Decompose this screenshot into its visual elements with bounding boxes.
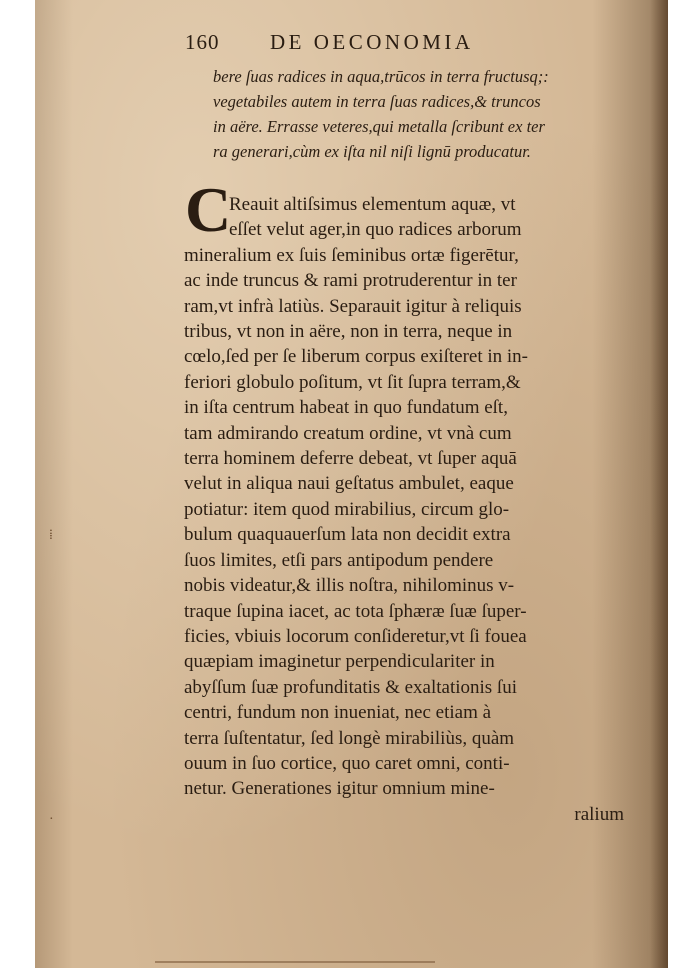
- body-line: traque ſupina iacet, ac tota ſphæræ ſuæ ſuper-: [184, 600, 527, 622]
- catchword: ralium: [574, 803, 624, 825]
- body-line: terra hominem deferre debeat, vt ſuper aquā: [184, 448, 517, 470]
- body-paragraph: [184, 192, 624, 827]
- body-line: ſuos limites, etſi pars antipodum pendere: [184, 549, 494, 571]
- body-line: abyſſum ſuæ profunditatis & exaltationis ſui: [184, 676, 517, 698]
- drop-cap: C: [185, 174, 232, 245]
- page-edge-shadow: [650, 0, 668, 968]
- page-header: [185, 30, 605, 58]
- body-line: feriori globulo poſitum, vt ſit ſupra terram,&: [184, 371, 521, 393]
- page-number: 160: [185, 30, 220, 54]
- bottom-page-rule: [155, 961, 435, 963]
- body-line: bulum quaquauerſum lata non decidit extra: [184, 524, 511, 546]
- body-line: terra ſuſtentatur, ſed longè mirabiliùs, quàm: [184, 727, 515, 749]
- body-line: quæpiam imaginetur perpendiculariter in: [184, 651, 495, 673]
- italic-line: in aëre. Errasse veteres,qui metalla ſcribunt ex ter: [213, 117, 545, 136]
- body-line: Reauit altiſsimus elementum aquæ, vt: [229, 194, 516, 215]
- body-line: cœlo,ſed per ſe liberum corpus exiſteret in in-: [184, 346, 528, 368]
- body-line: tribus, vt non in aëre, non in terra, neque in: [184, 321, 513, 343]
- body-line: ouum in ſuo cortice, quo caret omni, conti-: [184, 752, 510, 774]
- body-line: potiatur: item quod mirabilius, circum glo-: [184, 498, 510, 520]
- body-line: eſſet velut ager,in quo radices arborum: [229, 219, 522, 241]
- body-line: velut in aliqua naui geſtatus ambulet, eaque: [184, 473, 514, 495]
- margin-ink-mark: ·: [49, 812, 54, 827]
- italic-line: ra generari,cùm ex iſta nil niſi lignū producatur.: [213, 142, 531, 161]
- body-line: ficies, vbiuis locorum conſideretur,vt ſi fouea: [184, 625, 527, 647]
- book-page: [35, 0, 668, 968]
- body-line: netur. Generationes igitur omnium mine-: [184, 778, 495, 800]
- italic-line: vegetabiles autem in terra ſuas radices,& truncos: [213, 92, 541, 111]
- margin-ink-mark: ⁞: [49, 528, 53, 543]
- body-line: tam admirando creatum ordine, vt vnà cum: [184, 422, 512, 444]
- body-line: centri, fundum non inueniat, nec etiam à: [184, 702, 492, 724]
- running-title: DE OECONOMIA: [270, 30, 474, 54]
- body-line: ac inde truncus & rami protruderentur in ter: [184, 270, 517, 292]
- italic-summary: [213, 64, 643, 164]
- body-line: mineralium ex ſuis ſeminibus ortæ figerētur,: [184, 244, 519, 266]
- body-line: ram,vt infrà latiùs. Separauit igitur à reliquis: [184, 295, 522, 317]
- body-line: nobis videatur,& illis noſtra, nihilominus v-: [184, 575, 515, 597]
- body-line: in iſta centrum habeat in quo fundatum eſt,: [184, 397, 508, 419]
- italic-line: bere ſuas radices in aqua,trūcos in terra fructusq;:: [213, 67, 549, 86]
